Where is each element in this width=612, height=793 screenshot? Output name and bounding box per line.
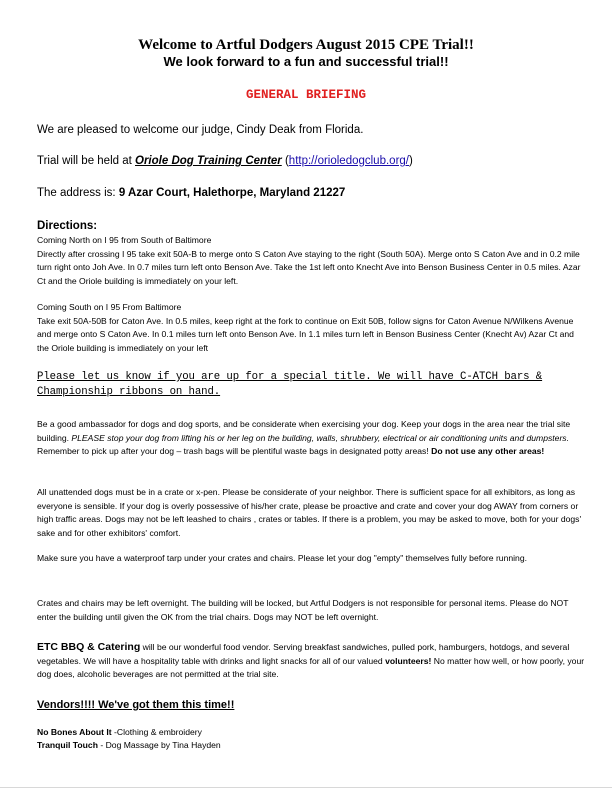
directions-north <box>37 234 587 288</box>
ambassador-bold: Do not use any other areas! <box>431 446 545 456</box>
ambassador-mid: Remember to pick up after your dog – trash bags will be plentiful waste bags in designated potty areas! <box>37 446 432 456</box>
ambassador-paragraph <box>37 418 587 459</box>
tarp-paragraph: Make sure you have a waterproof tarp under your crates and chairs. Please let your dog "empty" themselves fully before running. <box>37 553 527 563</box>
north-title: Coming North on I 95 from South of Baltimore <box>37 235 212 245</box>
special-title-note: Please let us know if you are up for a special title. We will have C-ATCH bars & Championship ribbons on hand. <box>37 371 543 398</box>
overnight-paragraph: Crates and chairs may be left overnight. The building will be locked, but Artful Dodgers is not responsible for personal items. Please do NOT enter the building until given the OK from the trial chairs. Dogs may NOT be left overnight. <box>37 598 569 622</box>
judge-welcome: We are pleased to welcome our judge, Cindy Deak from Florida. <box>37 124 364 136</box>
unattended-paragraph: All unattended dogs must be in a crate or x-pen. Please be considerate of your neighbor. There is sufficient space for all exhibitors, as long as everyone is sensible. If your dog is overly possessive of his/her crate, please be proactive and crate and cover your dog AWAY from corners or high traffic areas. Dogs may not be left leashed to chairs , crates or tables. If there is a problem, you may be asked to move, both for your dogs' sake and for other exhibitors' comfort. <box>37 487 582 538</box>
south-text: Take exit 50A-50B for Caton Ave. In 0.5 miles, keep right at the fork to continue on Exit 50B, follow signs for Caton Avenue N/Wilkens Avenue and merge onto S Caton Ave. In 0.1 miles turn left onto Benson Ave. In 1.1 miles turn left in Benson Business Center (Knecht Av) Azar Ct and the Oriole building is immediately on your left <box>37 315 574 353</box>
document-subtitle: We look forward to a fun and successful trial!! <box>163 54 449 69</box>
trial-location-prefix: Trial will be held at <box>37 155 136 167</box>
address-label: The address is: <box>37 187 119 199</box>
page-bottom-edge <box>0 787 612 788</box>
directions-south <box>37 301 587 355</box>
volunteers-word: volunteers! <box>385 655 432 666</box>
food-text-2: No matter how well, or how poorly, your dog does, alcoholic beverages are not permitted at the trial site. <box>37 655 585 679</box>
food-text-1: will be our wonderful food vendor. Serving breakfast sandwiches, pulled pork, hamburgers, hotdogs, and several vegetables. We will have a hospitality table with drinks and light snacks for all of our valued <box>37 642 570 666</box>
vendor-item <box>37 739 221 751</box>
food-vendor-name: ETC BBQ & Catering <box>37 641 141 653</box>
south-title: Coming South on I 95 From Baltimore <box>37 302 182 312</box>
venue-link[interactable]: http://orioledogclub.org/ <box>288 155 409 167</box>
ambassador-italic: PLEASE stop your dog from lifting his or her leg on the building, walls, shrubbery, electrical or air conditioning units and dumpsters. <box>71 432 569 443</box>
vendor-desc: -Clothing & embroidery <box>111 727 202 737</box>
vendor-name: No Bones About It <box>37 727 112 737</box>
url-open-paren: ( <box>281 155 289 167</box>
vendors-heading: Vendors!!!! We've got them this time!! <box>37 699 235 711</box>
directions-heading: Directions: <box>37 220 98 232</box>
vendor-desc: - Dog Massage by Tina Hayden <box>97 740 221 750</box>
general-briefing-heading: GENERAL BRIEFING <box>245 88 367 102</box>
north-text: Directly after crossing I 95 take exit 50A-B to merge onto S Caton Ave staying to the right (South 50A). Merge onto S Caton Ave and in 0.2 mile turn right onto Joh Ave. In 0.7 miles turn left onto Benson Ave. Take the 1st left onto Knecht Ave into Benson Business Center in 0.5 miles. Azar Ct and the Oriole building is immediately on your left. <box>37 248 581 286</box>
trial-location <box>37 154 413 168</box>
vendor-item <box>37 726 202 738</box>
address-line <box>37 186 345 200</box>
ambassador-text: Be a good ambassador for dogs and dog sports, and be considerate when exercising your dog. Keep your dogs in the area near the trial site building. <box>37 419 571 443</box>
food-paragraph <box>37 641 587 682</box>
vendor-name: Tranquil Touch <box>37 740 98 750</box>
url-close-paren: ) <box>409 155 413 167</box>
venue-name: Oriole Dog Training Center <box>135 155 282 167</box>
document-title: Welcome to Artful Dodgers August 2015 CPE Trial!! <box>138 37 474 53</box>
address-value: 9 Azar Court, Halethorpe, Maryland 21227 <box>118 187 346 199</box>
